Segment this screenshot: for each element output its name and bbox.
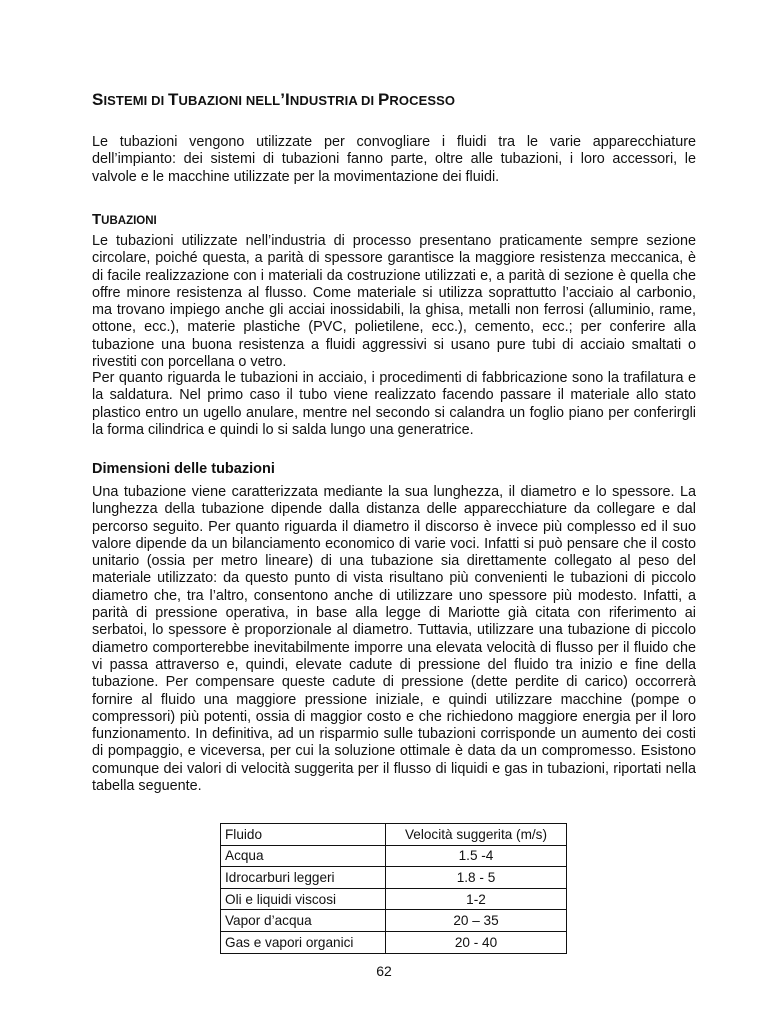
table-row	[221, 845, 567, 867]
tubazioni-paragraph-1: Le tubazioni utilizzate nell’industria di processo presentano praticamente sempre sezione circolare, poiché questa, a parità di spessore garantisce la maggiore resistenza meccanica, è di facile realizzazione con i materiali da costruzione utilizzati e, a parità di sezione è quella che offre minore resistenza al flusso. Come materiale si utilizza soprattutto l’acciaio al carbonio, ma trovano impiego anche gli acciai inossidabili, la ghisa, metalli non ferrosi (alluminio, rame, ottone, ecc.), materie plastiche (PVC, polietilene, ecc.), cemento, ecc.; per conferire alla tubazione una buona resistenza a fluidi aggressivi si usano pure tubi di acciaio smaltati o rivestiti con porcellana o vetro.	[92, 233, 696, 371]
table-header-cell: Fluido	[221, 824, 386, 846]
table-cell-fluid: Vapor d’acqua	[221, 910, 386, 932]
page-number: 62	[376, 963, 392, 979]
table-cell-fluid: Acqua	[221, 845, 386, 867]
tubazioni-paragraph-2: Per quanto riguarda le tubazioni in acciaio, i procedimenti di fabbricazione sono la trafilatura e la saldatura. Nel primo caso il tubo viene realizzato facendo passare il materiale allo stato plastico entro un ugello anulare, mentre nel secondo si calandra un foglio piano per conferirgli la forma cilindrica e quindi lo si salda lungo una generatrice.	[92, 370, 696, 438]
table-cell-velocity: 20 – 35	[386, 910, 567, 932]
table-header-row	[221, 824, 567, 846]
table-header-cell: Velocità suggerita (m/s)	[386, 824, 567, 846]
table-cell-fluid: Gas e vapori organici	[221, 931, 386, 953]
title-w4: NELL	[242, 93, 281, 108]
table-cell-velocity: 20 - 40	[386, 931, 567, 953]
table-row	[221, 888, 567, 910]
title-w3-rest: UBAZIONI	[178, 93, 243, 108]
table-cell-velocity: 1-2	[386, 888, 567, 910]
document-title	[92, 90, 455, 110]
title-w7-rest: ROCESSO	[389, 93, 456, 108]
title-w6: DI	[357, 93, 378, 108]
section-heading-rest: UBAZIONI	[101, 215, 157, 227]
title-w7-initial: P	[377, 90, 390, 109]
table-cell-velocity: 1.5 -4	[386, 845, 567, 867]
table-cell-fluid: Idrocarburi leggeri	[221, 867, 386, 889]
title-w1-initial: S	[92, 90, 104, 109]
title-w5-initial: ’I	[280, 90, 290, 109]
table-row	[221, 867, 567, 889]
table-cell-velocity: 1.8 - 5	[386, 867, 567, 889]
title-w1-rest: ISTEMI	[103, 93, 148, 108]
title-w3-initial: T	[168, 90, 179, 109]
intro-paragraph: Le tubazioni vengono utilizzate per convogliare i fluidi tra le varie apparecchiature dell’impianto: dei sistemi di tubazioni fanno parte, oltre alle tubazioni, i loro accessori, le valvole e le macchine utilizzate per la movimentazione dei fluidi.	[92, 134, 696, 185]
section-heading-tubazioni	[92, 211, 157, 228]
velocity-table	[220, 823, 567, 954]
section-heading-initial: T	[92, 211, 102, 228]
dimensioni-paragraph: Una tubazione viene caratterizzata mediante la sua lunghezza, il diametro e lo spessore. La lunghezza della tubazione dipende dalla distanza delle apparecchiature da collegare e dal percorso seguito. Per quanto riguarda il diametro il discorso è invece più complesso ed il suo valore dipende da un bilanciamento economico di varie voci. Infatti si può pensare che il costo unitario (ossia per metro lineare) di una tubazione sia direttamente collegato al peso del materiale utilizzato: da questo punto di vista risultano più convenienti le tubazioni di piccolo diametro che, tra l’altro, consentono anche di utilizzare uno spessore più modesto. Infatti, a parità di pressione operativa, in base alla legge di Mariotte già citata con riferimento ai serbatoi, lo spessore è proporzionale al diametro. Tuttavia, utilizzare una tubazione di piccolo diametro comporterebbe inevitabilmente imporre una elevata velocità di flusso per il fluido che vi passa attraverso e, quindi, elevate cadute di pressione del fluido tra inizio e fine della tubazione. Per compensare queste cadute di pressione (dette perdite di carico) occorrerà fornire al fluido una maggiore pressione iniziale, e quindi utilizzare macchine (pompe o compressori) più potenti, ossia di maggior costo e che richiedono maggiore energia per il loro funzionamento. In definitiva, ad un risparmio sulle tubazioni corrisponde un aumento dei costi di pompaggio, e viceversa, per cui la soluzione ottimale è data da un compromesso. Esistono comunque dei valori di velocità suggerita per il flusso di liquidi e gas in tubazioni, riportati nella tabella seguente.	[92, 484, 696, 795]
subsection-heading-dimensioni: Dimensioni delle tubazioni	[92, 461, 275, 477]
title-w2: DI	[147, 93, 169, 108]
table-row	[221, 931, 567, 953]
table-cell-fluid: Oli e liquidi viscosi	[221, 888, 386, 910]
title-w5-rest: NDUSTRIA	[289, 93, 358, 108]
table-row	[221, 910, 567, 932]
